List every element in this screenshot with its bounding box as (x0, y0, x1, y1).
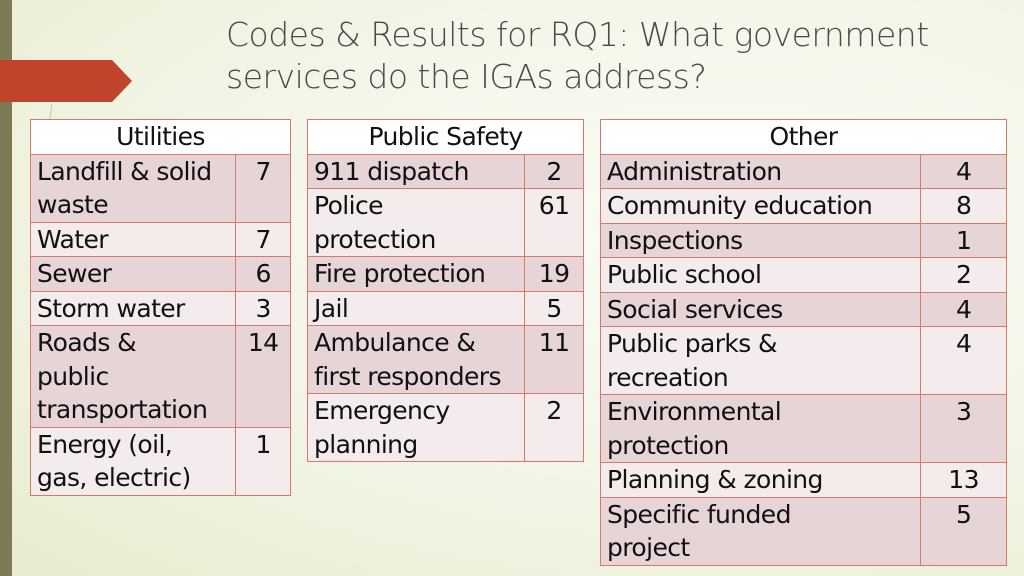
utilities-table (30, 119, 291, 496)
service-count: 1 (921, 223, 1007, 258)
service-label (601, 292, 921, 327)
service-label-line: Police (314, 191, 383, 220)
service-count: 3 (236, 291, 291, 326)
table-header: Other (601, 120, 1007, 155)
service-label-line: Social services (607, 294, 783, 324)
service-count: 7 (236, 154, 291, 222)
table-row (31, 291, 291, 326)
service-label-line: 911 dispatch (314, 156, 469, 186)
service-label (601, 395, 921, 463)
table-row (601, 463, 1007, 498)
slide-title-line-1: Codes & Results for RQ1: What government (226, 15, 929, 54)
service-label-line: Emergency (314, 396, 450, 425)
service-label (308, 154, 525, 189)
service-label (308, 291, 525, 326)
service-label (308, 257, 525, 292)
service-count: 2 (525, 394, 584, 462)
service-count: 2 (921, 258, 1007, 293)
table-row (308, 291, 584, 326)
service-count: 5 (525, 291, 584, 326)
table-header: Public Safety (308, 120, 584, 155)
service-label (308, 394, 525, 462)
service-label-line: Environmental (607, 397, 782, 426)
service-label (31, 257, 236, 292)
slide-title (226, 14, 986, 98)
table-row (601, 327, 1007, 395)
service-label-line: Water (37, 224, 108, 254)
service-count: 2 (525, 154, 584, 189)
table-row (308, 394, 584, 462)
service-label-line: protection (314, 224, 436, 254)
service-count: 4 (921, 327, 1007, 395)
service-label (31, 427, 236, 495)
service-label-line: transportation (37, 395, 208, 424)
service-label-line: Landfill & solid (37, 156, 212, 186)
service-label-line: Specific funded (607, 499, 791, 529)
service-label (601, 223, 921, 258)
service-label (308, 326, 525, 394)
table-row (31, 427, 291, 495)
table-row (308, 257, 584, 292)
service-label-line: first responders (314, 361, 501, 391)
service-label-line: Planning & zoning (607, 465, 823, 494)
table-row (31, 326, 291, 428)
service-label (601, 154, 921, 189)
service-count: 11 (525, 326, 584, 394)
table-row (308, 154, 584, 189)
service-label (31, 326, 236, 428)
service-label-line: Inspections (607, 225, 743, 255)
table-row (601, 189, 1007, 224)
service-label (601, 463, 921, 498)
slide-title-line-2: services do the IGAs address? (226, 57, 707, 96)
service-label-line: public (37, 361, 109, 391)
service-label-line: Jail (314, 293, 349, 323)
service-count: 5 (921, 497, 1007, 565)
service-label-line: Storm water (37, 293, 185, 323)
service-label-line: Public parks & (607, 329, 777, 358)
service-count: 14 (236, 326, 291, 428)
service-label (601, 258, 921, 293)
service-count: 61 (525, 189, 584, 257)
service-count: 13 (921, 463, 1007, 498)
public-safety-table (307, 119, 584, 462)
table-row (308, 326, 584, 394)
service-label-line: recreation (607, 362, 729, 392)
service-count: 4 (921, 154, 1007, 189)
service-label-line: Community education (607, 191, 873, 220)
table-row (601, 292, 1007, 327)
service-label (31, 222, 236, 257)
table-row (601, 497, 1007, 565)
table-row (31, 154, 291, 222)
service-label (31, 154, 236, 222)
table-row (601, 223, 1007, 258)
accent-arrow-shape (0, 60, 132, 102)
service-label-line: Energy (oil, (37, 429, 173, 459)
service-label-line: protection (607, 430, 729, 460)
service-label-line: waste (37, 190, 108, 219)
table-row (308, 189, 584, 257)
service-label (31, 291, 236, 326)
service-label-line: Administration (607, 156, 782, 186)
service-count: 19 (525, 257, 584, 292)
service-label (601, 189, 921, 224)
table-row (601, 395, 1007, 463)
service-label-line: gas, electric) (37, 463, 191, 492)
service-count: 4 (921, 292, 1007, 327)
table-row (31, 257, 291, 292)
table-row (601, 154, 1007, 189)
service-count: 1 (236, 427, 291, 495)
service-label (601, 497, 921, 565)
service-label-line: Sewer (37, 259, 112, 288)
service-count: 7 (236, 222, 291, 257)
service-count: 8 (921, 189, 1007, 224)
service-label (308, 189, 525, 257)
service-count: 3 (921, 395, 1007, 463)
service-label-line: Ambulance & (314, 328, 476, 357)
service-label (601, 327, 921, 395)
service-label-line: Public school (607, 260, 762, 289)
service-label-line: Fire protection (314, 259, 486, 288)
table-header: Utilities (31, 120, 291, 155)
service-label-line: planning (314, 429, 418, 459)
table-row (601, 258, 1007, 293)
service-label-line: project (607, 533, 690, 562)
other-table (600, 119, 1007, 566)
table-row (31, 222, 291, 257)
service-count: 6 (236, 257, 291, 292)
service-label-line: Roads & (37, 328, 136, 357)
